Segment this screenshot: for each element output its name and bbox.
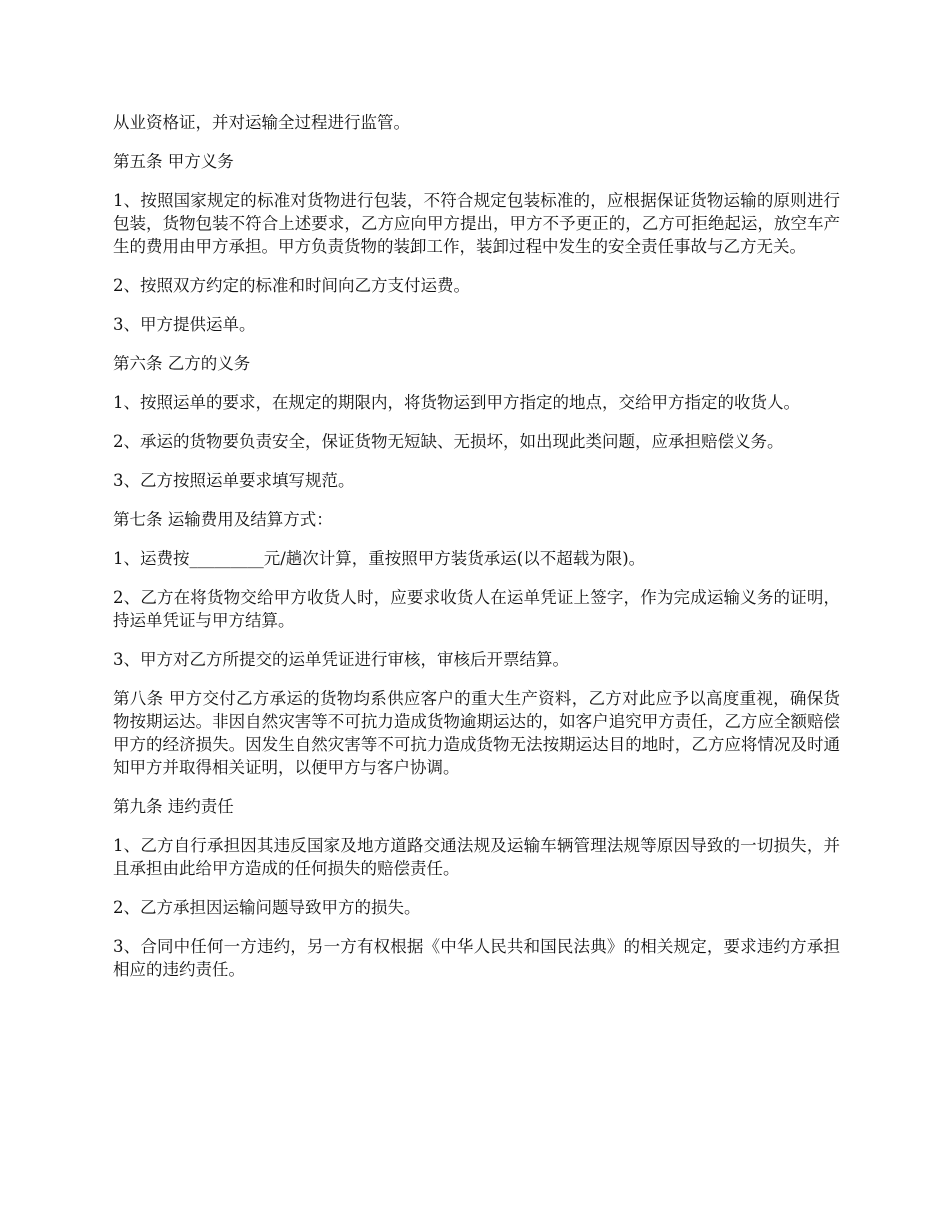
- heading-article-6: 第六条 乙方的义务: [113, 354, 251, 373]
- paragraph-article-6-item-3: 3、乙方按照运单要求填写规范。: [113, 471, 355, 490]
- paragraph-article-9-item-2: 2、乙方承担因运输问题导致甲方的损失。: [113, 898, 421, 917]
- paragraph-article-9-item-1: 1、乙方自行承担因其违反国家及地方道路交通法规及运输车辆管理法规等原因导致的一切损失，并且承担由此给甲方造成的任何损失的赔偿责任。: [113, 836, 840, 878]
- paragraph-qualification-supervision: 从业资格证，并对运输全过程进行监管。: [113, 113, 410, 132]
- paragraph-article-6-item-1: 1、按照运单的要求，在规定的期限内，将货物运到甲方指定的地点，交给甲方指定的收货人。: [113, 393, 800, 412]
- paragraph-article-5-item-3: 3、甲方提供运单。: [113, 315, 256, 334]
- paragraph-article-5-item-2: 2、按照双方约定的标准和时间向乙方支付运费。: [113, 276, 470, 295]
- paragraph-article-9-item-3: 3、合同中任何一方违约，另一方有权根据《中华人民共和国民法典》的相关规定，要求违约方承担相应的违约责任。: [113, 937, 840, 979]
- paragraph-article-6-item-2: 2、承运的货物要负责安全，保证货物无短缺、无损坏，如出现此类问题，应承担赔偿义务。: [113, 432, 784, 451]
- heading-article-9: 第九条 违约责任: [113, 797, 234, 816]
- document-page: [113, 111, 840, 997]
- paragraph-article-7-item-2: 2、乙方在将货物交给甲方收货人时，应要求收货人在运单凭证上签字，作为完成运输义务的证明，持运单凭证与甲方结算。: [113, 588, 840, 630]
- heading-article-7: 第七条 运输费用及结算方式：: [113, 510, 333, 529]
- paragraph-article-8: 第八条 甲方交付乙方承运的货物均系供应客户的重大生产资料，乙方对此应予以高度重视，确保货物按期运达。非因自然灾害等不可抗力造成货物逾期运达的，如客户追究甲方责任，乙方应全额赔偿甲方的经济损失。因发生自然灾害等不可抗力造成货物无法按期运达目的地时，乙方应将情况及时通知甲方并取得相关证明，以便甲方与客户协调。: [113, 689, 840, 777]
- paragraph-article-5-item-1: 1、按照国家规定的标准对货物进行包装，不符合规定包装标准的，应根据保证货物运输的原则进行包装，货物包装不符合上述要求，乙方应向甲方提出，甲方不予更正的，乙方可拒绝起运，放空车产生的费用由甲方承担。甲方负责货物的装卸工作，装卸过程中发生的安全责任事故与乙方无关。: [113, 191, 840, 256]
- paragraph-article-7-item-3: 3、甲方对乙方所提交的运单凭证进行审核，审核后开票结算。: [113, 650, 569, 669]
- heading-article-5: 第五条 甲方义务: [113, 152, 234, 171]
- paragraph-article-7-item-1: 1、运费按_________元/趟次计算，重按照甲方装货承运(以不超载为限)。: [113, 549, 646, 568]
